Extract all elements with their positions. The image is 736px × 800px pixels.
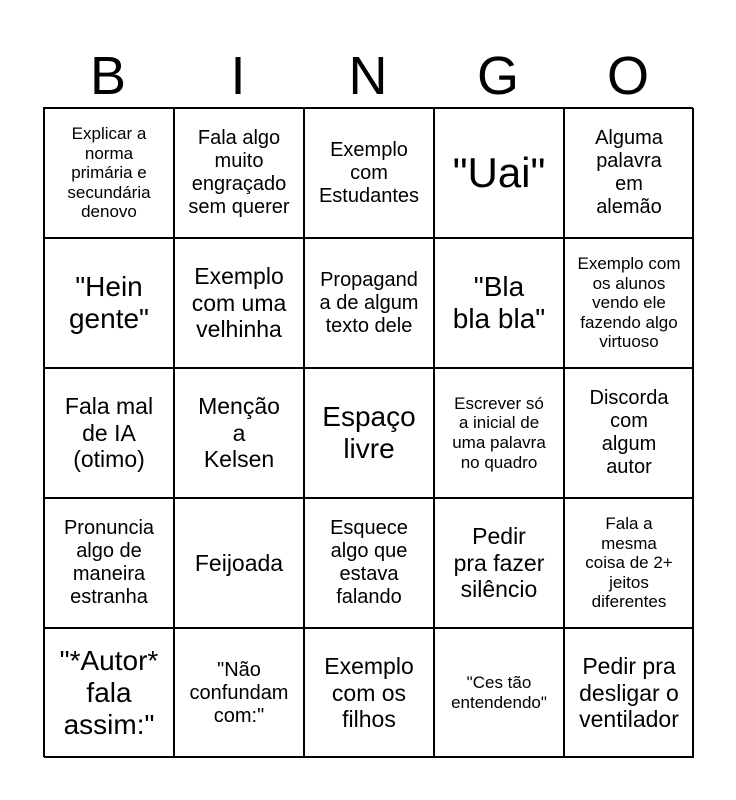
header-letter-i: I [230,46,246,106]
cell-text: Pronuncia algo de maneira estranha [63,517,155,608]
cell-text: Pedir pra desligar o ventilador [579,653,679,733]
bingo-cell[interactable] [44,108,174,238]
bingo-cell[interactable] [434,108,564,238]
cell-text: Discorda com algum autor [589,387,669,478]
cell-text: "Uai" [452,148,546,196]
bingo-cell[interactable] [174,238,304,368]
cell-text: Fala mal de IA (otimo) [64,393,154,473]
bingo-cell[interactable] [564,108,694,238]
cell-text: Fala a mesma coisa de 2+ jeitos diferentes [585,514,673,612]
cell-text: Escrever só a inicial de uma palavra no quadro [452,393,546,472]
bingo-cell-free-space[interactable] [304,368,434,498]
bingo-cell[interactable] [44,368,174,498]
bingo-cell[interactable] [174,628,304,758]
cell-text: Espaço livre [322,400,416,464]
cell-text: Esquece algo que estava falando [330,517,408,608]
bingo-cell[interactable] [44,628,174,758]
cell-text: Pedir pra fazer silêncio [453,523,545,603]
cell-text: "Não confundam com:" [189,658,289,727]
cell-text: Exemplo com os alunos vendo ele fazendo algo virtuoso [577,254,681,352]
header-letter-g: G [476,46,519,106]
cell-text: Menção a Kelsen [198,393,280,473]
header-letter-n: N [348,46,388,106]
cell-text: Exemplo com os filhos [324,653,414,733]
bingo-cell[interactable] [564,498,694,628]
bingo-grid [43,107,693,757]
cell-text: "Ces tão entendendo" [451,673,547,712]
bingo-cell[interactable] [564,238,694,368]
bingo-cell[interactable] [564,628,694,758]
bingo-cell[interactable] [304,238,434,368]
bingo-cell[interactable] [174,108,304,238]
bingo-cell[interactable] [304,108,434,238]
cell-text: Fala algo muito engraçado sem querer [188,127,290,218]
bingo-header [43,44,693,108]
bingo-cell[interactable] [174,368,304,498]
bingo-cell[interactable] [44,498,174,628]
bingo-cell[interactable] [304,628,434,758]
bingo-cell[interactable] [434,628,564,758]
cell-text: "Bla bla bla" [452,270,546,334]
cell-text: "Hein gente" [68,270,149,334]
bingo-cell[interactable] [564,368,694,498]
cell-text: Exemplo com uma velhinha [191,263,287,343]
bingo-cell[interactable] [44,238,174,368]
header-letter-o: O [606,46,649,106]
bingo-cell[interactable] [434,238,564,368]
bingo-cell[interactable] [304,498,434,628]
cell-text: Propagand a de algum texto dele [319,268,419,337]
cell-text: Exemplo com Estudantes [318,138,420,207]
bingo-cell[interactable] [174,498,304,628]
cell-text: Alguma palavra em alemão [595,127,663,218]
bingo-cell[interactable] [434,498,564,628]
cell-text: "*Autor* fala assim:" [59,644,159,741]
cell-text: Explicar a norma primária e secundária denovo [67,124,151,222]
header-letter-b: B [89,46,127,106]
cell-text: Feijoada [194,549,284,576]
bingo-cell[interactable] [434,368,564,498]
